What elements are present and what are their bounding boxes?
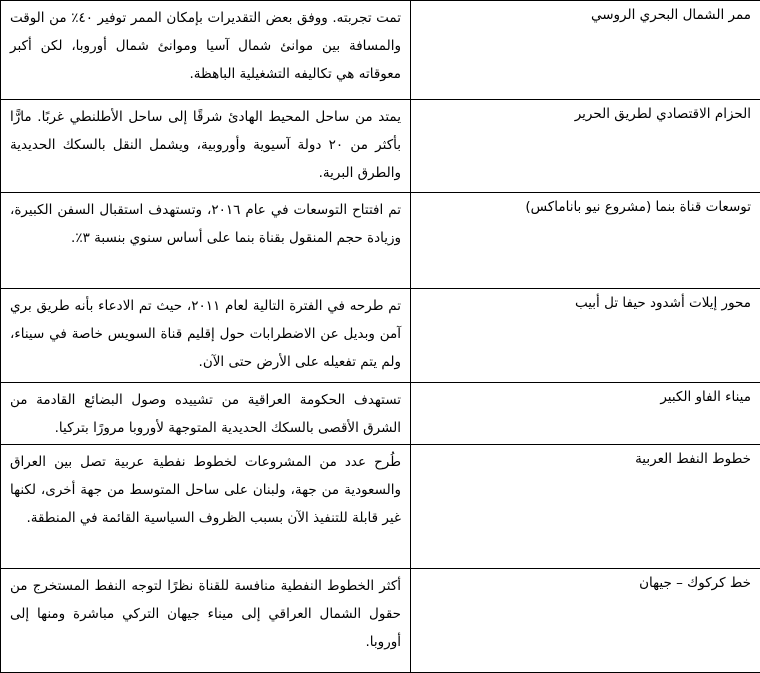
project-name-cell: ميناء الفاو الكبير (411, 383, 760, 445)
project-name-cell: ممر الشمال البحري الروسي (411, 1, 760, 100)
table-row (1, 100, 760, 193)
table-row (1, 193, 760, 289)
project-description-cell: تم طرحه في الفترة التالية لعام ٢٠١١، حيث تم الادعاء بأنه طريق بري آمن وبديل عن الاضطرابات حول إقليم قناة السويس خاصة في سيناء، ولم يتم تفعيله على الأرض حتى الآن. (1, 289, 411, 383)
project-name-cell: الحزام الاقتصادي لطريق الحرير (411, 100, 760, 193)
project-description-cell: يمتد من ساحل المحيط الهادئ شرقًا إلى ساحل الأطلنطي غربًا. مارًّا بأكثر من ٢٠ دولة آسيوية وأوروبية، ويشمل النقل بالسكك الحديدية والطرق البرية. (1, 100, 411, 193)
project-name-cell: خطوط النفط العربية (411, 445, 760, 569)
table-row (1, 383, 760, 445)
project-description-cell: تمت تجربته. ووفق بعض التقديرات بإمكان الممر توفير ٤٠٪ من الوقت والمسافة بين موانئ شمال آسيا وموانئ شمال أوروبا، لكن أكبر معوقاته هي تكاليفه التشغيلية الباهظة. (1, 1, 411, 100)
table-row (1, 445, 760, 569)
project-name-cell: محور إيلات أشدود حيفا تل أبيب (411, 289, 760, 383)
project-description-cell: تم افتتاح التوسعات في عام ٢٠١٦، وتستهدف استقبال السفن الكبيرة، وزيادة حجم المنقول بقناة بنما على أساس سنوي بنسبة ٣٪. (1, 193, 411, 289)
table-row (1, 1, 760, 100)
project-description-cell: طُرح عدد من المشروعات لخطوط نفطية عربية تصل بين العراق والسعودية من جهة، ولبنان على ساحل المتوسط من جهة أخرى، لكنها غير قابلة للتنفيذ الآن بسبب الظروف السياسية القائمة في المنطقة. (1, 445, 411, 569)
project-description-cell: تستهدف الحكومة العراقية من تشييده وصول البضائع القادمة من الشرق الأقصى بالسكك الحديدية المتوجهة لأوروبا مرورًا بتركيا. (1, 383, 411, 445)
project-name-cell: توسعات قناة بنما (مشروع نيو باناماكس) (411, 193, 760, 289)
project-name-cell: خط كركوك – جيهان (411, 569, 760, 673)
table-row (1, 289, 760, 383)
table-row (1, 569, 760, 673)
project-description-cell: أكثر الخطوط النفطية منافسة للقناة نظرًا لتوجه النفط المستخرج من حقول الشمال العراقي إلى ميناء جيهان التركي مباشرة ومنها إلى أوروبا. (1, 569, 411, 673)
